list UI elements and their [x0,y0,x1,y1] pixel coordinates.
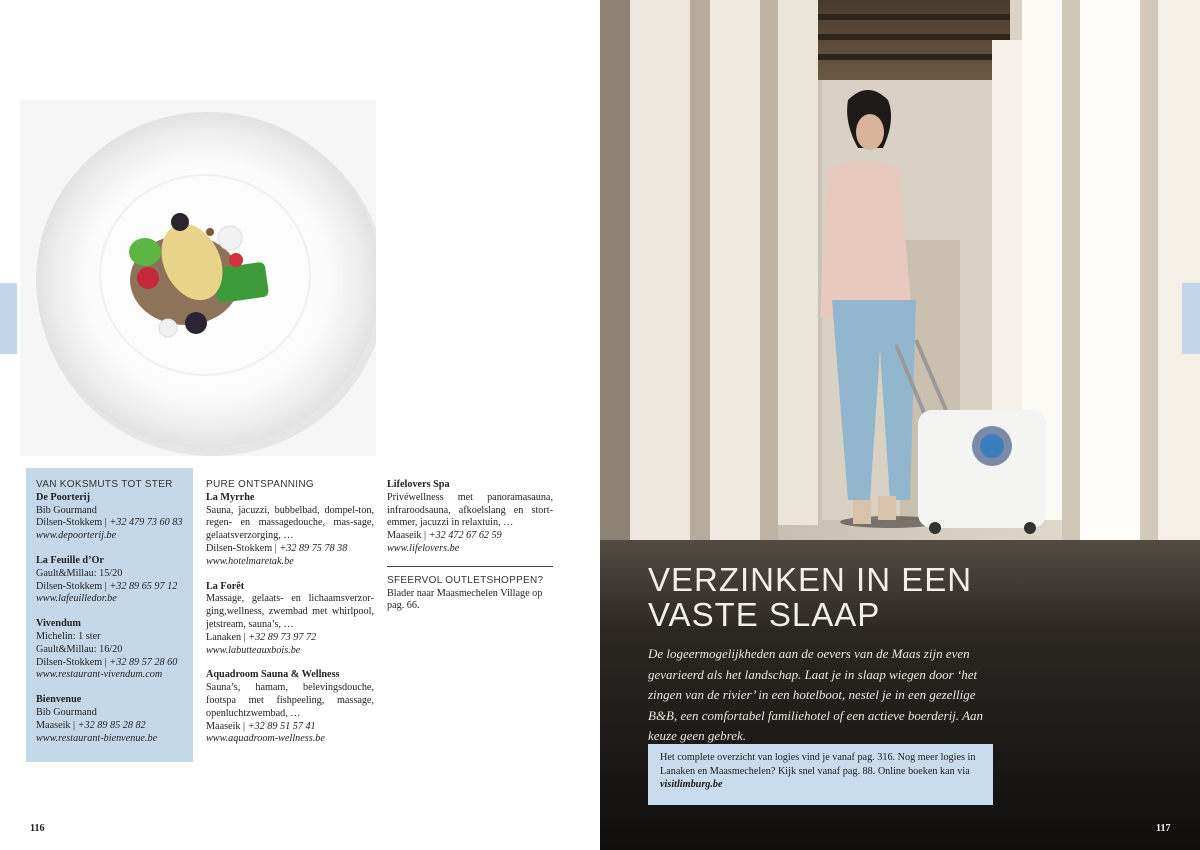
spa-website[interactable]: www.hotelmaretak.be [206,555,294,567]
plate-image [20,100,376,456]
restaurant-website[interactable]: www.depoorterij.be [36,530,117,542]
spa-contact: Maaseik | +32 89 51 57 41 [206,720,316,732]
restaurant-name: La Feuille d’Or [36,554,104,566]
column-heading: VAN KOKSMUTS TOT STER [36,479,173,490]
spa-website[interactable]: www.labutteauxbois.be [206,644,301,656]
section-title: VERZINKEN IN EEN VASTE SLAAP [648,561,973,633]
restaurant-contact: Dilsen-Stokkem | +32 89 57 28 60 [36,656,178,668]
dessert-photo [20,100,376,456]
column-heading: PURE ONTSPANNING [206,479,314,490]
restaurants-column [36,479,196,745]
restaurant-website[interactable]: www.lafeuilledor.be [36,593,117,605]
divider [387,566,553,567]
restaurant-rating: Gault&Millau: 15/20 [36,567,123,579]
restaurant-contact: Dilsen-Stokkem | +32 479 73 60 83 [36,517,183,529]
restaurant-website[interactable]: www.restaurant-bienvenue.be [36,732,158,744]
info-link[interactable]: visitlimburg.be [660,779,723,790]
page-edge-tab-right [1182,283,1200,354]
spa-outlet-column [387,479,553,613]
spa-name: La Forêt [206,580,245,592]
spa-description: Privéwellness met panoramasauna, infraroodsauna, afkoelslang en stort-emmer, jacuzzi in relaxtuin, … [387,491,553,529]
restaurant-website[interactable]: www.restaurant-vivendum.com [36,669,163,681]
info-text: Het complete overzicht van logies vind je vanaf pag. 316. Nog meer logies in Lanaken en Maasmechelen? Kijk snel vanaf pag. 88. Online boeken kan via [660,752,976,777]
restaurant-contact: Dilsen-Stokkem | +32 89 65 97 12 [36,580,178,592]
spa-website[interactable]: www.lifelovers.be [387,542,460,554]
spa-name: Lifelovers Spa [387,479,450,490]
spa-name: Aquadroom Sauna & Wellness [206,669,340,681]
restaurant-rating: Michelin: 1 ster [36,630,101,642]
spa-description: Sauna, jacuzzi, bubbelbad, dompel-ton, regen- en massagedouche, mas-sage, gelaatsverzorging, … [206,504,374,542]
spa-contact: Maaseik | +32 472 67 62 59 [387,530,502,542]
outlet-heading: SFEERVOL OUTLETSHOPPEN? [387,574,544,586]
spa-website[interactable]: www.aquadroom-wellness.be [206,733,325,745]
wellness-column [206,479,374,746]
restaurant-rating: Bib Gourmand [36,504,97,516]
restaurant-contact: Maaseik | +32 89 85 28 82 [36,719,146,731]
spa-description: Sauna’s, hamam, belevingsdouche, footspa met fishpeeling, massage, openluchtzwembad, … [206,682,374,719]
restaurant-name: Bienvenue [36,694,82,706]
page-number-right: 117 [1156,823,1171,834]
page-edge-tab-left [0,283,17,354]
restaurant-rating: Gault&Millau: 16/20 [36,643,123,655]
restaurant-name: Vivendum [36,618,81,630]
info-callout [648,744,993,805]
spa-contact: Dilsen-Stokkem | +32 89 75 78 38 [206,542,348,554]
outlet-text: Blader naar Maasmechelen Village op pag. 66. [387,587,543,612]
spa-description: Massage, gelaats- en lichaamsverzor-ging,wellness, zwembad met whirlpool, jetstream, sauna’s, … [206,593,374,630]
spa-contact: Lanaken | +32 89 73 97 72 [206,631,317,643]
intro-paragraph: De logeermogelijkheden aan de oevers van de Maas zijn even gevarieerd als het landschap. Laat je in slaap wiegen door ‘het zingen van de rivier’ in een hotelboot, nestel je in een gezellige B&B, een comfortabel familiehotel of een actieve boerderij. Aan keuze geen gebrek. [648,646,984,743]
page-number-left: 116 [30,823,45,834]
restaurant-rating: Bib Gourmand [36,706,97,718]
restaurant-name: De Poorterij [36,491,91,503]
spa-name: La Myrrhe [206,491,255,503]
